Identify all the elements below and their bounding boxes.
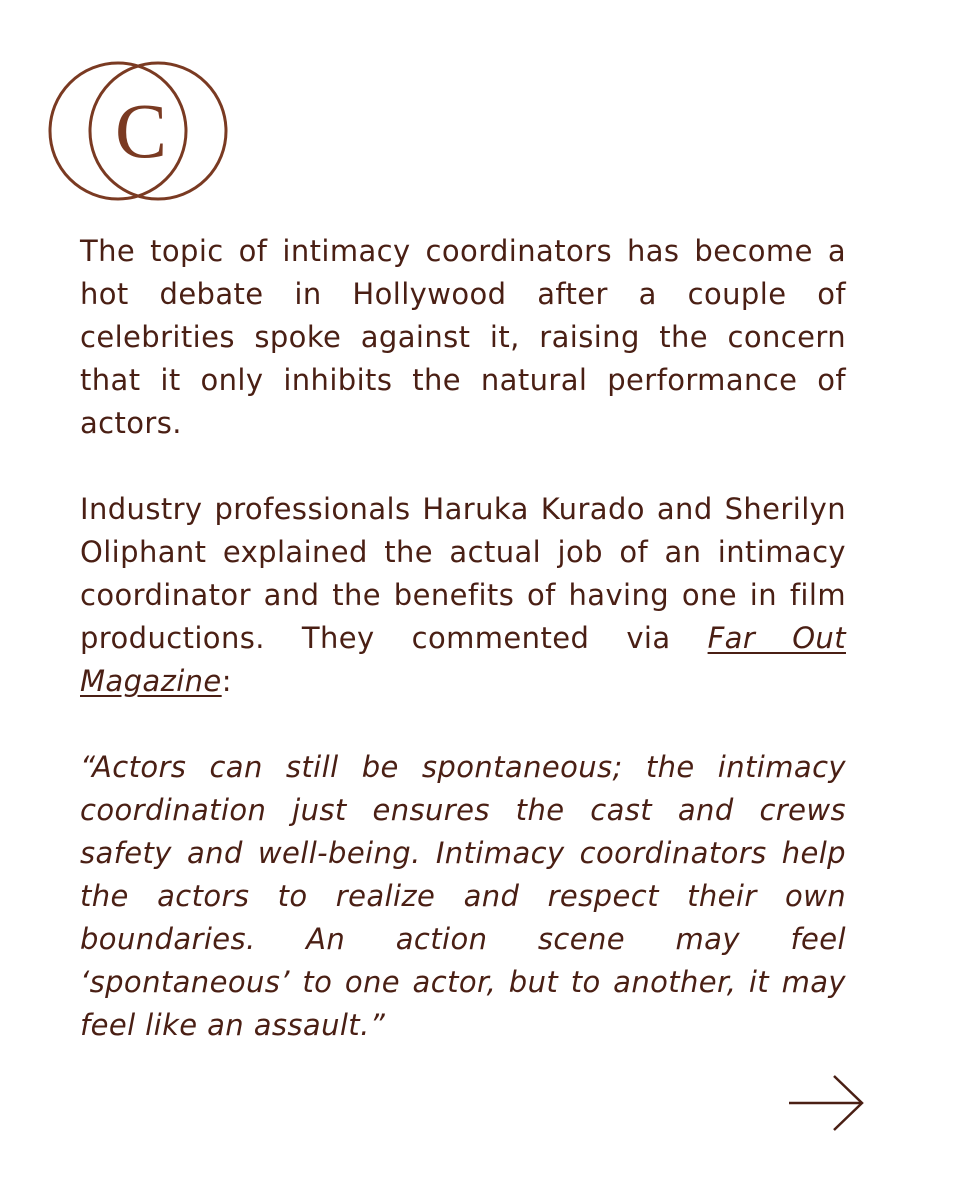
brand-logo [48, 60, 232, 202]
arrow-right-icon [786, 1074, 866, 1134]
quote-paragraph: “Actors can still be spontaneous; the intimacy coordination just ensures the cast and crews safety and well-being. Intimacy coordinators help the actors to realize and respect their own boundaries. An action scene may feel ‘spontaneous’ to one actor, but to another, it may feel like an assault.” [80, 750, 846, 1042]
logo-letter: C [114, 87, 168, 174]
next-button[interactable] [786, 1074, 866, 1134]
source-paragraph-text: Industry professionals Haruka Kurado and Sherilyn Oliphant explained the actual job of an intimacy coordinator and the benefits of having one in film productions. They commented via [80, 492, 846, 655]
source-paragraph-suffix: : [221, 664, 232, 698]
intro-paragraph: The topic of intimacy coordinators has become a hot debate in Hollywood after a couple of celebrities spoke against it, raising the concern that it only inhibits the natural performance of actors. [80, 234, 846, 440]
source-paragraph [80, 488, 846, 703]
far-out-magazine-link[interactable]: Far Out Magazine [80, 621, 846, 698]
article-body [80, 230, 846, 1047]
double-circle-monogram-icon [48, 60, 232, 202]
